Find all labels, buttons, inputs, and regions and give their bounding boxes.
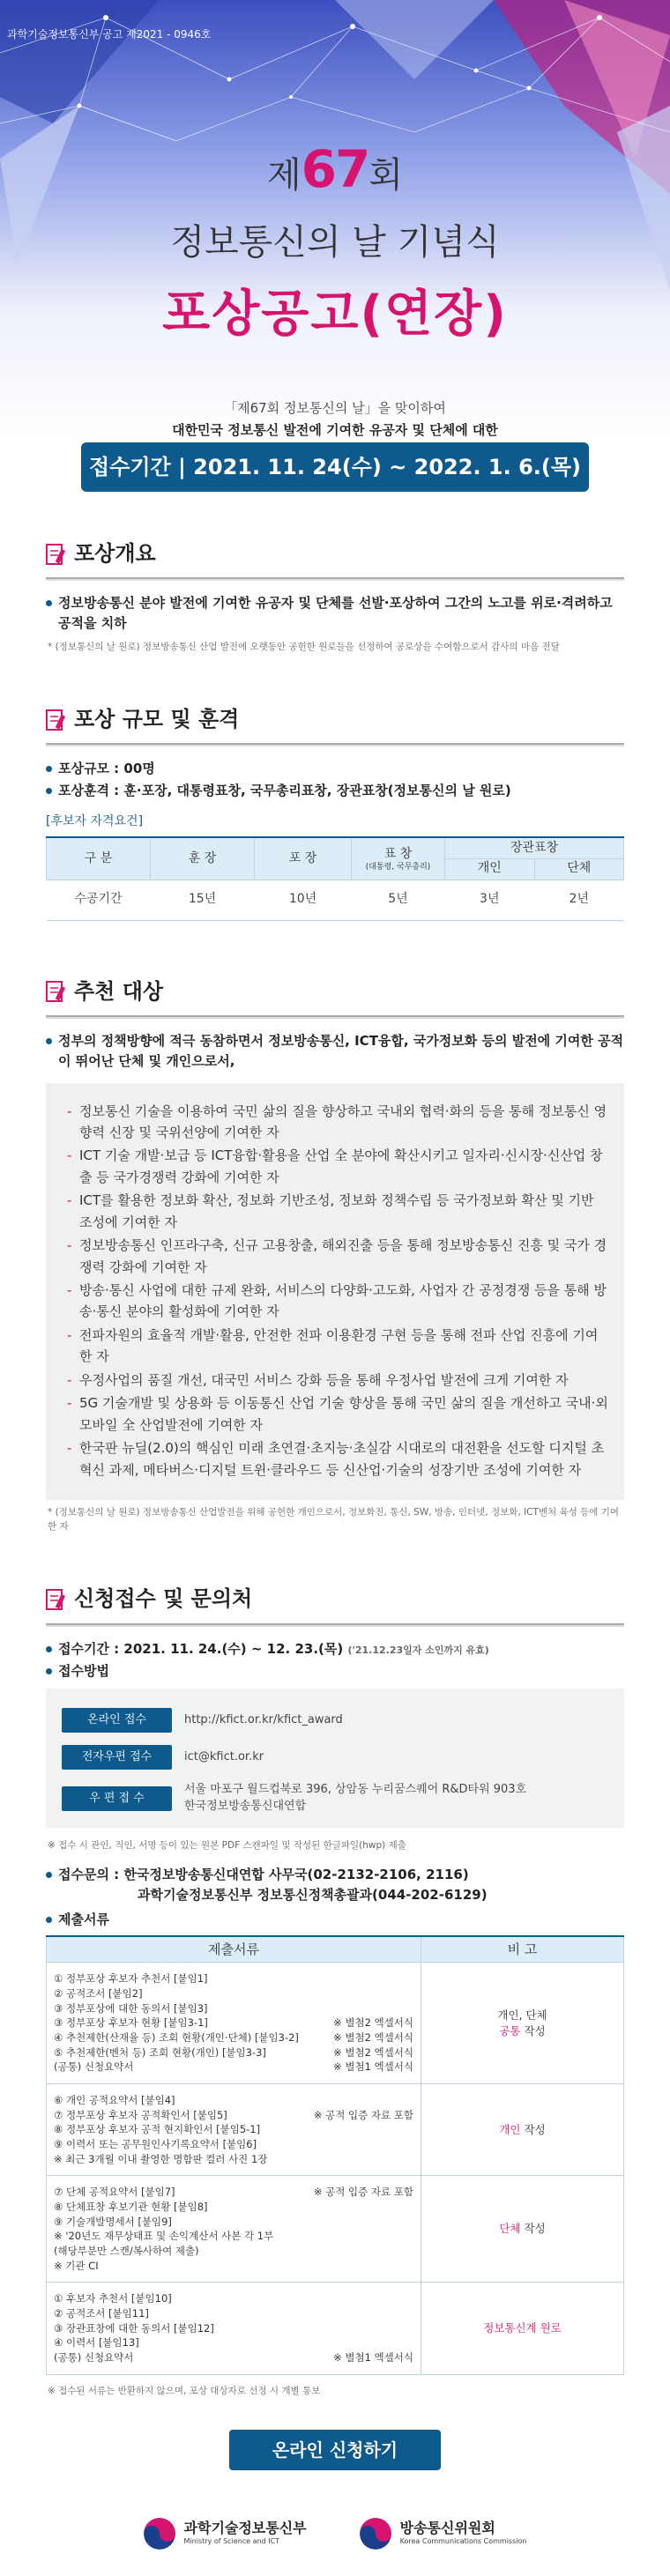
intro-line2-text: 대한민국 정보통신 발전에 기여한 유공자 및 단체에 대한 [172, 422, 498, 439]
docs-line [54, 2060, 413, 2075]
section-header [46, 976, 624, 1008]
kcc-en: Korea Communications Commission [399, 2536, 527, 2545]
header-docs: 제출서류 [47, 1936, 421, 1963]
channel-note: ※ 접수 시 관인, 직인, 서명 등이 있는 원본 PDF 스캔파일 및 작성된 한글파일(hwp) 제출 [48, 1839, 406, 1851]
docs-item: ※ 최근 3개월 이내 촬영한 명함판 컬러 사진 1장 [54, 2152, 268, 2165]
header-remarks: 비 고 [421, 1936, 624, 1963]
section-title: 추천 대상 [74, 978, 164, 1004]
docs-line [54, 2306, 413, 2321]
docs-title: 제출서류 [46, 1910, 624, 1930]
section-title: 신청접수 및 문의처 [74, 1586, 253, 1612]
row-label: 수공기간 [47, 880, 151, 920]
docs-line [54, 2185, 413, 2200]
notice-number: 과학기술정보통신부 공고 제2021 - 0946호 [7, 28, 212, 41]
requirements-table [46, 836, 624, 921]
cell-group: 2년 [534, 880, 624, 920]
docs-item-note: ※ 별첨2 엑셀서식 [333, 2031, 413, 2045]
title-prefix: 제 [267, 155, 302, 196]
header-category: 구 분 [47, 837, 151, 880]
kcc-text [400, 2520, 527, 2547]
section-header [46, 538, 624, 570]
docs-item: (공통) 신청요약서 [54, 2060, 134, 2074]
docs-item: ⑥ 개인 공적요약서 [붙임4] [54, 2094, 175, 2107]
intro-line1: 「제67회 정보통신의 날」을 맞이하여 [224, 399, 446, 416]
award-size: 포상규모 : 00명 [46, 759, 624, 779]
remark-highlight: 개인 [499, 2122, 521, 2136]
taegeuk-emblem-icon [360, 2518, 391, 2550]
section-divider [46, 577, 624, 581]
section-header [46, 703, 624, 736]
section-title: 포상 규모 및 훈격 [74, 706, 240, 731]
docs-item-note: ※ 별첨1 엑셀서식 [333, 2351, 413, 2364]
channel-online-link[interactable]: http://kfict.or.kr/kfict_award [184, 1712, 343, 1726]
table-row [47, 2283, 624, 2374]
docs-item: ① 후보자 추천서 [붙임10] [54, 2292, 172, 2305]
title-main: 포상공고(연장) [162, 285, 508, 343]
cell-individual: 3년 [445, 880, 535, 920]
docs-line [54, 1971, 413, 1986]
remark-common [421, 1963, 624, 2084]
apply-period-note: ('21.12.23일자 소인까지 유효) [347, 1644, 489, 1656]
docs-line [54, 1986, 413, 2001]
period-banner: 접수기간 | 2021. 11. 24(수) ~ 2022. 1. 6.(목) [81, 442, 589, 492]
footer-logos [46, 2518, 624, 2576]
docs-item: ③ 장관표창에 대한 동의서 [붙임12] [54, 2321, 214, 2335]
docs-group-elder [47, 2283, 421, 2374]
table-row [47, 1963, 624, 2084]
docs-item: ④ 추천제한(산재율 등) 조회 현황(개인·단체) [붙임3-2] [54, 2031, 299, 2045]
remark-elder [421, 2283, 624, 2374]
docs-item: ⑨ 이력서 또는 공무원인사기록요약서 [붙임6] [54, 2138, 257, 2151]
docs-item: ② 공적조서 [붙임2] [54, 1987, 143, 2001]
docs-line [54, 2093, 413, 2108]
title-number: 67 [301, 139, 369, 199]
docs-line [54, 2350, 413, 2365]
docs-item: ② 공적조서 [붙임11] [54, 2307, 149, 2320]
section-divider [46, 743, 624, 746]
docs-item: ③ 정부포상에 대한 동의서 [붙임3] [54, 2001, 208, 2015]
document-pen-icon [46, 542, 67, 567]
list-item: - 전파자원의 효율적 개발·활용, 안전한 전파 이용환경 구현 등을 통해 전파 산업 진흥에 기여한 자 [67, 1325, 608, 1368]
section-scale [0, 703, 670, 921]
channel-label: 우 편 접 수 [62, 1786, 172, 1811]
docs-footnote: ※ 접수된 서류는 반환하지 않으며, 포상 대상자로 선정 시 개별 통보 [48, 2385, 321, 2396]
section-divider [46, 1015, 624, 1019]
document-pen-icon [46, 979, 67, 1004]
header-commendation-label: 표 창 [383, 846, 413, 861]
award-grade: 포상훈격 : 훈·포장, 대통령표창, 국무총리표창, 장관표창(정보통신의 날 원로) [46, 781, 624, 801]
section-overview [0, 538, 670, 654]
remark-suffix: 작성 [520, 2122, 546, 2136]
section-divider [46, 1623, 624, 1627]
channel-email [62, 1745, 608, 1770]
docs-line [54, 2016, 413, 2030]
list-item: - 5G 기술개발 및 상용화 등 이동통신 산업 기술 향상을 통해 국민 삶의 질을 개선하고 국내·외 모바일 全 산업발전에 기여한 자 [67, 1392, 608, 1436]
header-medal: 훈 장 [151, 837, 255, 880]
header-commendation-sub: (대통령, 국무총리) [365, 863, 431, 872]
msit-text [184, 2520, 307, 2547]
docs-line [54, 2030, 413, 2045]
taegeuk-emblem-icon [144, 2518, 175, 2550]
contact-line2: 과학기술정보통신부 정보통신정책총괄과(044-202-6129) [138, 1887, 488, 1904]
docs-line [54, 2215, 413, 2230]
docs-item: ※ '20년도 재무상태표 및 손익계산서 사본 각 1부 [54, 2230, 274, 2243]
apply-period-text: 접수기간 : 2021. 11. 24.(수) ~ 12. 23.(목) [58, 1640, 344, 1657]
docs-item: ③ 정부포상 후보자 현황 [붙임3-1] [54, 2016, 208, 2030]
section-header [46, 1583, 624, 1615]
list-item: - ICT 기술 개발·보급 등 ICT융합·활용을 산업 全 분야에 확산시키고 일자리·신시장·신산업 창출 등 국가경쟁력 강화에 기여한 자 [67, 1145, 608, 1188]
docs-item: ⑦ 단체 공적요약서 [붙임7] [54, 2186, 175, 2199]
targets-footnote: * (정보통신의 날 원로) 정보방송통신 산업발전을 위해 공헌한 개인으로서, 정보화진, 통신, SW, 방송, 인터넷, 정보화, ICT벤처 육성 등에 기여한 자 [48, 1506, 620, 1533]
channel-email-link[interactable]: ict@kfict.or.kr [184, 1749, 264, 1763]
table-row [47, 880, 624, 920]
remark-group [421, 2176, 624, 2283]
docs-item-note: ※ 별첨2 엑셀서식 [333, 2016, 413, 2030]
docs-item-note: ※ 공적 입증 자료 포함 [313, 2108, 413, 2121]
docs-line [54, 2200, 413, 2215]
docs-line [54, 2137, 413, 2152]
docs-item: (공통) 신청요약서 [54, 2351, 134, 2364]
docs-item: (해당부분만 스캔/복사하여 제출) [54, 2245, 199, 2258]
docs-group-individual [47, 2084, 421, 2176]
targets-intro: 정부의 정책방향에 적극 동참하면서 정보방송통신, ICT융합, 국가정보화 등의 발전에 기여한 공적이 뛰어난 단체 및 개인으로서, [46, 1031, 624, 1073]
docs-line [54, 2259, 413, 2274]
list-item: - ICT를 활용한 정보화 확산, 정보화 기반조성, 정보화 정책수립 등 국가정보화 확산 및 기반 조성에 기여한 자 [67, 1190, 608, 1233]
header-commendation [352, 837, 445, 880]
title-event: 정보통신의 날 기념식 [170, 221, 500, 263]
docs-line [54, 2108, 413, 2123]
intro-text [0, 397, 670, 441]
post-address-line2: 한국정보방송통신대연합 [184, 1800, 307, 1814]
docs-item-note: ※ 별첨1 엑셀서식 [333, 2060, 413, 2074]
docs-line [54, 2001, 413, 2016]
list-item: - 정보통신 기술을 이용하여 국민 삶의 질을 향상하고 국내외 협력·화의 등을 통해 정보통신 영향력 신장 및 국위선양에 기여한 자 [67, 1101, 608, 1144]
list-item: - 한국판 뉴딜(2.0)의 핵심인 미래 초연결·초지능·초실감 시대로의 대전환을 선도할 디지털 초혁신 과제, 메타버스·디지털 트윈·클라우드 등 신산업·기술의 성장기반 조성에 기여한 자 [67, 1437, 608, 1481]
channel-online [62, 1708, 608, 1733]
channel-label: 온라인 접수 [62, 1708, 172, 1733]
docs-item: ⑨ 기술개발명세서 [붙임9] [54, 2215, 172, 2228]
remark-suffix: 작성 [520, 2023, 546, 2038]
msit-name: 과학기술정보통신부 [183, 2520, 307, 2537]
intro-line2 [0, 419, 670, 441]
docs-item: ① 정부포상 후보자 추천서 [붙임1] [54, 1972, 208, 1986]
docs-group-common [47, 1963, 421, 2084]
table-row [47, 2084, 624, 2176]
docs-group-group [47, 2176, 421, 2283]
requirements-label: [후보자 자격요건] [46, 813, 144, 828]
remark-highlight: 단체 [499, 2222, 521, 2236]
kcc-logo [360, 2518, 527, 2550]
docs-line [54, 2122, 413, 2137]
docs-line [54, 2152, 413, 2167]
section-targets [0, 976, 670, 1534]
docs-line [54, 2321, 413, 2336]
section-apply [0, 1583, 670, 2576]
apply-period [46, 1639, 624, 1659]
hero-banner [0, 0, 670, 441]
document-pen-icon [46, 1587, 67, 1612]
overview-text: 정보방송통신 분야 발전에 기여한 유공자 및 단체를 선발·포상하여 그간의 노고를 위로·격려하고 공적을 치하 [46, 593, 624, 635]
section-title: 포상개요 [74, 541, 156, 566]
docs-line [54, 2045, 413, 2060]
targets-list [46, 1083, 624, 1500]
docs-item-note: ※ 별첨2 엑셀서식 [333, 2045, 413, 2059]
header-minister: 장관표창 [445, 837, 624, 858]
online-apply-button[interactable]: 온라인 신청하기 [229, 2430, 441, 2470]
remark-highlight: 정보통신계 원로 [483, 2321, 562, 2335]
table-header-row [47, 1936, 624, 1963]
docs-item: ⑦ 정부포상 후보자 공적확인서 [붙임5] [54, 2108, 227, 2121]
header-group: 단체 [534, 858, 624, 880]
remark-suffix: 작성 [520, 2222, 546, 2236]
remark-highlight: 공통 [499, 2023, 521, 2038]
remark-individual [421, 2084, 624, 2176]
list-item: - 방송·통신 사업에 대한 규제 완화, 서비스의 다양화·고도화, 사업자 간 공정경쟁 등을 통해 방송·통신 분야의 활성화에 기여한 자 [67, 1280, 608, 1323]
table-header-row [47, 837, 624, 858]
cell-decoration: 10년 [255, 880, 352, 920]
document-pen-icon [46, 708, 67, 732]
channel-post-address [184, 1782, 526, 1815]
header-individual: 개인 [445, 858, 535, 880]
header-decoration: 포 장 [255, 837, 352, 880]
list-item: - 정보방송통신 인프라구축, 신규 고용창출, 해외진출 등을 통해 정보방송통신 진흥 및 국가 경쟁력 강화에 기여한 자 [67, 1235, 608, 1278]
apply-method: 접수방법 [46, 1661, 624, 1681]
cell-medal: 15년 [151, 880, 255, 920]
kcc-name: 방송통신위원회 [399, 2520, 495, 2537]
docs-item: ⑤ 추천제한(벤처 등) 조회 현황(개인) [붙임3-3] [54, 2045, 266, 2059]
docs-item: ※ 기관 CI [54, 2259, 99, 2272]
msit-logo [144, 2518, 307, 2550]
docs-line [54, 2335, 413, 2350]
channel-post [62, 1782, 608, 1815]
cell-commendation: 5년 [352, 880, 445, 920]
title-suffix: 회 [368, 155, 403, 196]
post-address-line1: 서울 마포구 월드컵북로 396, 상암동 누리꿈스퀘어 R&D타워 903호 [184, 1783, 527, 1797]
table-row [47, 2176, 624, 2283]
contact-line1: 접수문의 : 한국정보방송통신대연합 사무국(02-2132-2106, 2116) [58, 1867, 469, 1883]
docs-line [54, 2244, 413, 2259]
channels-box [46, 1689, 624, 1828]
title-ordinal [0, 0, 670, 210]
overview-footnote: * (정보통신의 날 원로) 정보방송통신 산업 발전에 오랫동안 공헌한 원로들을 선정하여 공로상을 수여함으로서 감사의 마음 전달 [48, 641, 560, 652]
docs-item: ⑧ 단체표창 후보기관 현황 [붙임8] [54, 2201, 208, 2214]
msit-en: Ministry of Science and ICT [183, 2536, 280, 2545]
list-item: - 우정사업의 품질 개선, 대국민 서비스 강화 등을 통해 우정사업 발전에 크게 기여한 자 [67, 1370, 608, 1391]
docs-item: ⑧ 정부포상 후보자 공적 현지확인서 [붙임5-1] [54, 2123, 261, 2136]
docs-line [54, 2229, 413, 2244]
docs-table [46, 1935, 624, 2375]
docs-line [54, 2291, 413, 2306]
docs-item-note: ※ 공적 입증 자료 포함 [313, 2186, 413, 2199]
remark-line: 개인, 단체 [497, 2008, 547, 2022]
channel-label: 전자우편 접수 [62, 1745, 172, 1770]
docs-item: ④ 이력서 [붙임13] [54, 2336, 139, 2350]
contact-info [46, 1865, 624, 1906]
